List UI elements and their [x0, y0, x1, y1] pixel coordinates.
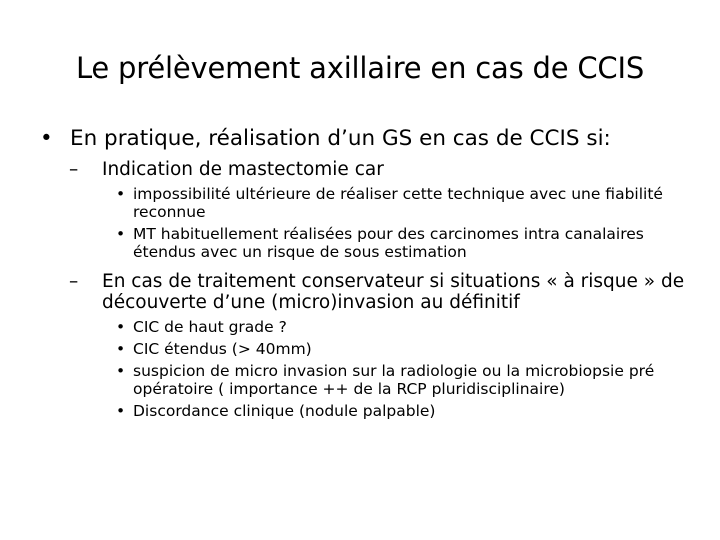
- sub-point-conservative: [36, 271, 686, 313]
- list-item: [36, 362, 686, 398]
- bullet-dot-icon: •: [116, 185, 126, 203]
- list-item-text: suspicion de micro invasion sur la radiologie ou la microbiopsie pré opératoire ( importance ++ de la RCP pluridisciplinaire): [133, 362, 655, 398]
- list-item-text: MT habituellement réalisées pour des carcinomes intra canalaires étendus avec un risque de sous estimation: [133, 225, 644, 261]
- slide-body: [36, 125, 686, 426]
- bullet-dot-icon: •: [116, 225, 126, 243]
- list-item: [36, 318, 686, 336]
- list-item-text: impossibilité ultérieure de réaliser cette technique avec une fiabilité reconnue: [133, 185, 663, 221]
- sub-point-mastectomy-text: Indication de mastectomie car: [102, 159, 384, 180]
- list-item: [36, 185, 686, 221]
- bullet-dash-icon: –: [69, 271, 79, 292]
- bullet-dot-icon: •: [116, 318, 126, 336]
- list-item: [36, 402, 686, 420]
- bullet-point-1-text: En pratique, réalisation d’un GS en cas de CCIS si:: [70, 126, 611, 151]
- sub-point-mastectomy: [36, 159, 686, 180]
- bullet-dot-icon: •: [116, 402, 126, 420]
- sub-point-conservative-text: En cas de traitement conservateur si situations « à risque » de découverte d’une (micro)invasion au définitif: [102, 271, 685, 313]
- list-item: [36, 340, 686, 358]
- bullet-dot-icon: •: [116, 362, 126, 380]
- bullet-point-1: [36, 125, 686, 152]
- bullet-dot-icon: •: [116, 340, 126, 358]
- risk-situations-list: [36, 318, 686, 420]
- slide-title: Le prélèvement axillaire en cas de CCIS: [75, 51, 645, 85]
- list-item-text: Discordance clinique (nodule palpable): [133, 402, 436, 420]
- list-item-text: CIC étendus (> 40mm): [133, 340, 312, 358]
- bullet-dash-icon: –: [69, 159, 79, 180]
- list-item-text: CIC de haut grade ?: [133, 318, 287, 336]
- list-item: [36, 225, 686, 261]
- bullet-dot-icon: •: [40, 126, 53, 151]
- mastectomy-reasons-list: [36, 185, 686, 261]
